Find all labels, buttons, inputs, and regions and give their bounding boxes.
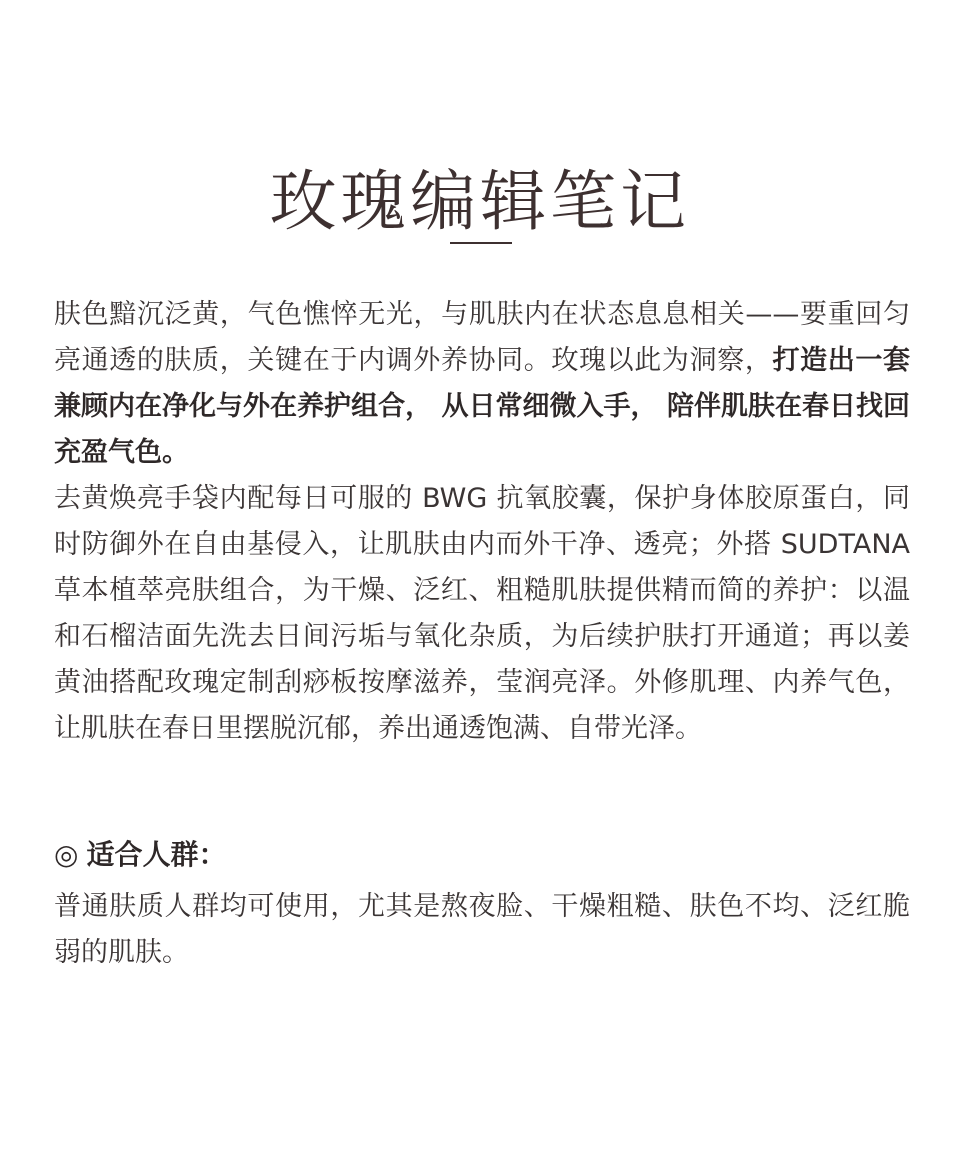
section-heading-label: 适合人群： (86, 838, 227, 871)
page-title: 玫瑰编辑笔记 (270, 163, 690, 241)
suitable-paragraph: 普通肤质人群均可使用，尤其是熬夜脸、干燥粗糙、肤色不均、泛红脆弱的肌肤。 (54, 891, 910, 968)
intro-text: 肤色黯沉泛黄，气色憔悴无光，与肌肤内在状态息息相关——要重回匀亮通透的肤质，关键在于内调外养协同。玫瑰以此为洞察， (54, 299, 910, 376)
section-heading (54, 832, 226, 878)
product-paragraph: 去黄焕亮手袋内配每日可服的 BWG 抗氧胶囊，保护身体胶原蛋白，同时防御外在自由基侵入，让肌肤由内而外干净、透亮；外搭 SUDTANA 草本植萃亮肤组合，为干燥、泛红、粗糙肌肤提供精而简的养护：以温和石榴洁面先洗去日间污垢与氧化杂质，为后续护肤打开通道；再以姜黄油搭配玫瑰定制刮痧板按摩滋养，莹润亮泽。外修肌理、内养气色，让肌肤在春日里摆脱沉郁，养出通透饱满、自带光泽。 (54, 483, 910, 744)
circle-bullet-icon: ◎ (54, 838, 79, 871)
intro-highlight: 打造出一套兼顾内在净化与外在养护组合， 从日常细微入手， 陪伴肌肤在春日找回充盈气色。 (54, 345, 911, 468)
intro-paragraph (54, 292, 910, 476)
title-divider (450, 242, 512, 244)
